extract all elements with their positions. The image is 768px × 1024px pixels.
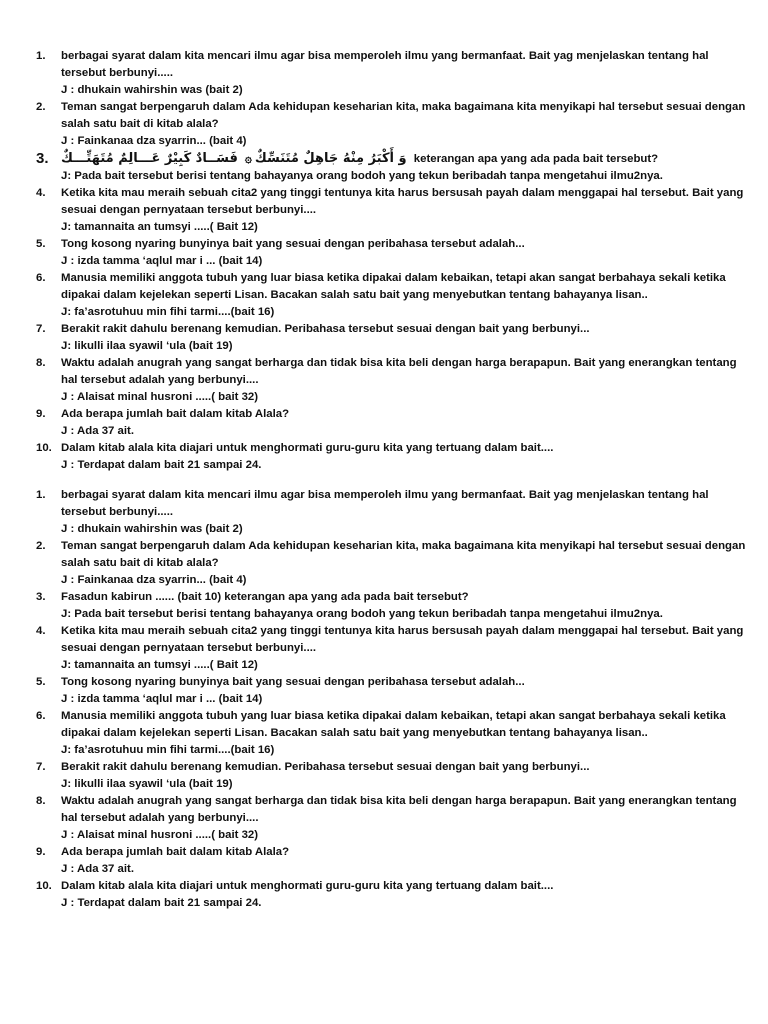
answer-text: J: likulli ilaa syawil ‘ula (bait 19) <box>61 340 233 352</box>
answer-text: J: fa’asrotuhuu min fihi tarmi....(bait 16) <box>61 306 275 318</box>
item-content <box>61 150 756 185</box>
question-text: Manusia memiliki anggota tubuh yang luar biasa ketika dipakai dalam kebaikan, tetapi akan sangat berbahaya sekali ketika dipakai dalam kejelekan seperti Lisan. Bacakan salah satu bait yang menyebutkan tentang bahayanya lisan.. <box>61 710 726 739</box>
question-text: Ada berapa jumlah bait dalam kitab Alala? <box>61 846 290 858</box>
item-number: 5. <box>36 238 46 250</box>
list-item <box>36 150 756 185</box>
item-content <box>61 674 756 708</box>
item-number: 9. <box>36 408 46 420</box>
item-content <box>61 487 756 538</box>
answer-text: J: tamannaita an tumsyi .....( Bait 12) <box>61 221 258 233</box>
question-text: Berakit rakit dahulu berenang kemudian. Peribahasa tersebut sesuai dengan bait yang berbunyi... <box>61 323 590 335</box>
item-number: 6. <box>36 710 46 722</box>
item-number: 5. <box>36 676 46 688</box>
question-text: Waktu adalah anugrah yang sangat berharga dan tidak bisa kita beli dengan harga berapapun. Bait yang enerangkan tentang hal tersebut adalah yang berbunyi.... <box>61 357 737 386</box>
answer-text: J : Terdapat dalam bait 21 sampai 24. <box>61 459 262 471</box>
list-item <box>36 623 756 674</box>
arabic-verse-first-half: فَسَــادٌ كَبِيْرٌ عَـــالِمٌ مُتَهَتِّـــكٌ <box>61 151 238 166</box>
answer-text: J : izda tamma ‘aqlul mar i ... (bait 14) <box>61 255 263 267</box>
item-number: 9. <box>36 846 46 858</box>
answer-text: J: fa’asrotuhuu min fihi tarmi....(bait 16) <box>61 744 275 756</box>
list-item <box>36 99 756 150</box>
question-text: berbagai syarat dalam kita mencari ilmu agar bisa memperoleh ilmu yang bermanfaat. Bait yag menjelaskan tentang hal tersebut berbunyi..... <box>61 489 709 518</box>
question-text: Manusia memiliki anggota tubuh yang luar biasa ketika dipakai dalam kebaikan, tetapi akan sangat berbahaya sekali ketika dipakai dalam kejelekan seperti Lisan. Bacakan salah satu bait yang menyebutkan tentang bahayanya lisan.. <box>61 272 726 301</box>
answer-text: J : Fainkanaa dza syarrin... (bait 4) <box>61 574 247 586</box>
list-item <box>36 538 756 589</box>
question-text: Tong kosong nyaring bunyinya bait yang sesuai dengan peribahasa tersebut adalah... <box>61 238 525 250</box>
answer-text: J : Fainkanaa dza syarrin... (bait 4) <box>61 135 247 147</box>
question-list-1 <box>36 48 756 474</box>
question-text: Dalam kitab alala kita diajari untuk menghormati guru-guru kita yang tertuang dalam bait.... <box>61 880 554 892</box>
question-text: Berakit rakit dahulu berenang kemudian. Peribahasa tersebut sesuai dengan bait yang berbunyi... <box>61 761 590 773</box>
answer-text: J : dhukain wahirshin was (bait 2) <box>61 84 243 96</box>
item-number: 1. <box>36 489 46 501</box>
question-rest-text: keterangan apa yang ada pada bait tersebut? <box>413 153 659 165</box>
answer-text: J: Pada bait tersebut berisi tentang bahayanya orang bodoh yang tekun beribadah tanpa mengetahui ilmu2nya. <box>61 608 663 620</box>
question-text <box>61 150 756 168</box>
item-number: 2. <box>36 540 46 552</box>
item-number: 7. <box>36 761 46 773</box>
item-content <box>61 48 756 99</box>
item-content <box>61 623 756 674</box>
question-text: Dalam kitab alala kita diajari untuk menghormati guru-guru kita yang tertuang dalam bait.... <box>61 442 554 454</box>
question-list-2 <box>36 487 756 912</box>
item-number: 4. <box>36 187 46 199</box>
item-content <box>61 185 756 236</box>
item-number: 8. <box>36 357 46 369</box>
item-content <box>61 270 756 321</box>
item-number: 10. <box>36 442 52 454</box>
question-text: Teman sangat berpengaruh dalam Ada kehidupan keseharian kita, maka bagaimana kita menyikapi hal tersebut sesuai dengan salah satu bait di kitab alala? <box>61 101 746 130</box>
list-item <box>36 844 756 878</box>
item-content <box>61 844 756 878</box>
answer-text: J : Ada 37 ait. <box>61 425 135 437</box>
list-item <box>36 321 756 355</box>
item-content <box>61 538 756 589</box>
question-text: Ketika kita mau meraih sebuah cita2 yang tinggi tentunya kita harus bersusah payah dalam menggapai hal tersebut. Bait yang sesuai dengan pernyataan tersebut berbunyi.... <box>61 625 744 654</box>
verse-separator-icon: ۞ <box>244 151 252 165</box>
question-text: berbagai syarat dalam kita mencari ilmu agar bisa memperoleh ilmu yang bermanfaat. Bait yag menjelaskan tentang hal tersebut berbunyi..... <box>61 50 709 79</box>
item-number: 10. <box>36 880 52 892</box>
item-content <box>61 440 756 474</box>
question-text: Waktu adalah anugrah yang sangat berharga dan tidak bisa kita beli dengan harga berapapun. Bait yang enerangkan tentang hal tersebut adalah yang berbunyi.... <box>61 795 737 824</box>
item-content <box>61 321 756 355</box>
item-content <box>61 589 756 623</box>
item-content <box>61 793 756 844</box>
item-content <box>61 355 756 406</box>
list-item <box>36 406 756 440</box>
list-item <box>36 236 756 270</box>
list-item <box>36 487 756 538</box>
list-item <box>36 185 756 236</box>
list-item <box>36 759 756 793</box>
item-number: 6. <box>36 272 46 284</box>
list-item <box>36 708 756 759</box>
answer-text: J: tamannaita an tumsyi .....( Bait 12) <box>61 659 258 671</box>
item-number: 2. <box>36 101 46 113</box>
item-number: 7. <box>36 323 46 335</box>
answer-text: J : dhukain wahirshin was (bait 2) <box>61 523 243 535</box>
item-content <box>61 708 756 759</box>
item-number: 3. <box>36 591 46 603</box>
item-content <box>61 878 756 912</box>
answer-text: J : Alaisat minal husroni .....( bait 32) <box>61 829 259 841</box>
answer-text: J : Terdapat dalam bait 21 sampai 24. <box>61 897 262 909</box>
list-item <box>36 440 756 474</box>
answer-text: J : izda tamma ‘aqlul mar i ... (bait 14) <box>61 693 263 705</box>
answer-text: J : Ada 37 ait. <box>61 863 135 875</box>
item-number: 4. <box>36 625 46 637</box>
arabic-verse-second-half: وَ أَكْبَرُ مِنْهُ جَاهِلٌ مُتَنَسِّكٌ <box>254 151 407 166</box>
list-item <box>36 48 756 99</box>
item-content <box>61 759 756 793</box>
list-item <box>36 878 756 912</box>
answer-text: J : Alaisat minal husroni .....( bait 32) <box>61 391 259 403</box>
question-text: Teman sangat berpengaruh dalam Ada kehidupan keseharian kita, maka bagaimana kita menyikapi hal tersebut sesuai dengan salah satu bait di kitab alala? <box>61 540 746 569</box>
item-content <box>61 236 756 270</box>
list-item <box>36 674 756 708</box>
list-item <box>36 589 756 623</box>
question-text: Tong kosong nyaring bunyinya bait yang sesuai dengan peribahasa tersebut adalah... <box>61 676 525 688</box>
item-content <box>61 406 756 440</box>
answer-text: J: Pada bait tersebut berisi tentang bahayanya orang bodoh yang tekun beribadah tanpa mengetahui ilmu2nya. <box>61 170 663 182</box>
list-item <box>36 270 756 321</box>
question-text: Ada berapa jumlah bait dalam kitab Alala? <box>61 408 290 420</box>
item-content <box>61 99 756 150</box>
item-number: 8. <box>36 795 46 807</box>
item-number: 3. <box>36 150 49 167</box>
list-item <box>36 355 756 406</box>
question-text: Fasadun kabirun ...... (bait 10) keterangan apa yang ada pada bait tersebut? <box>61 591 469 603</box>
question-text: Ketika kita mau meraih sebuah cita2 yang tinggi tentunya kita harus bersusah payah dalam menggapai hal tersebut. Bait yang sesuai dengan pernyataan tersebut berbunyi.... <box>61 187 744 216</box>
item-number: 1. <box>36 50 46 62</box>
list-item <box>36 793 756 844</box>
answer-text: J: likulli ilaa syawil ‘ula (bait 19) <box>61 778 233 790</box>
